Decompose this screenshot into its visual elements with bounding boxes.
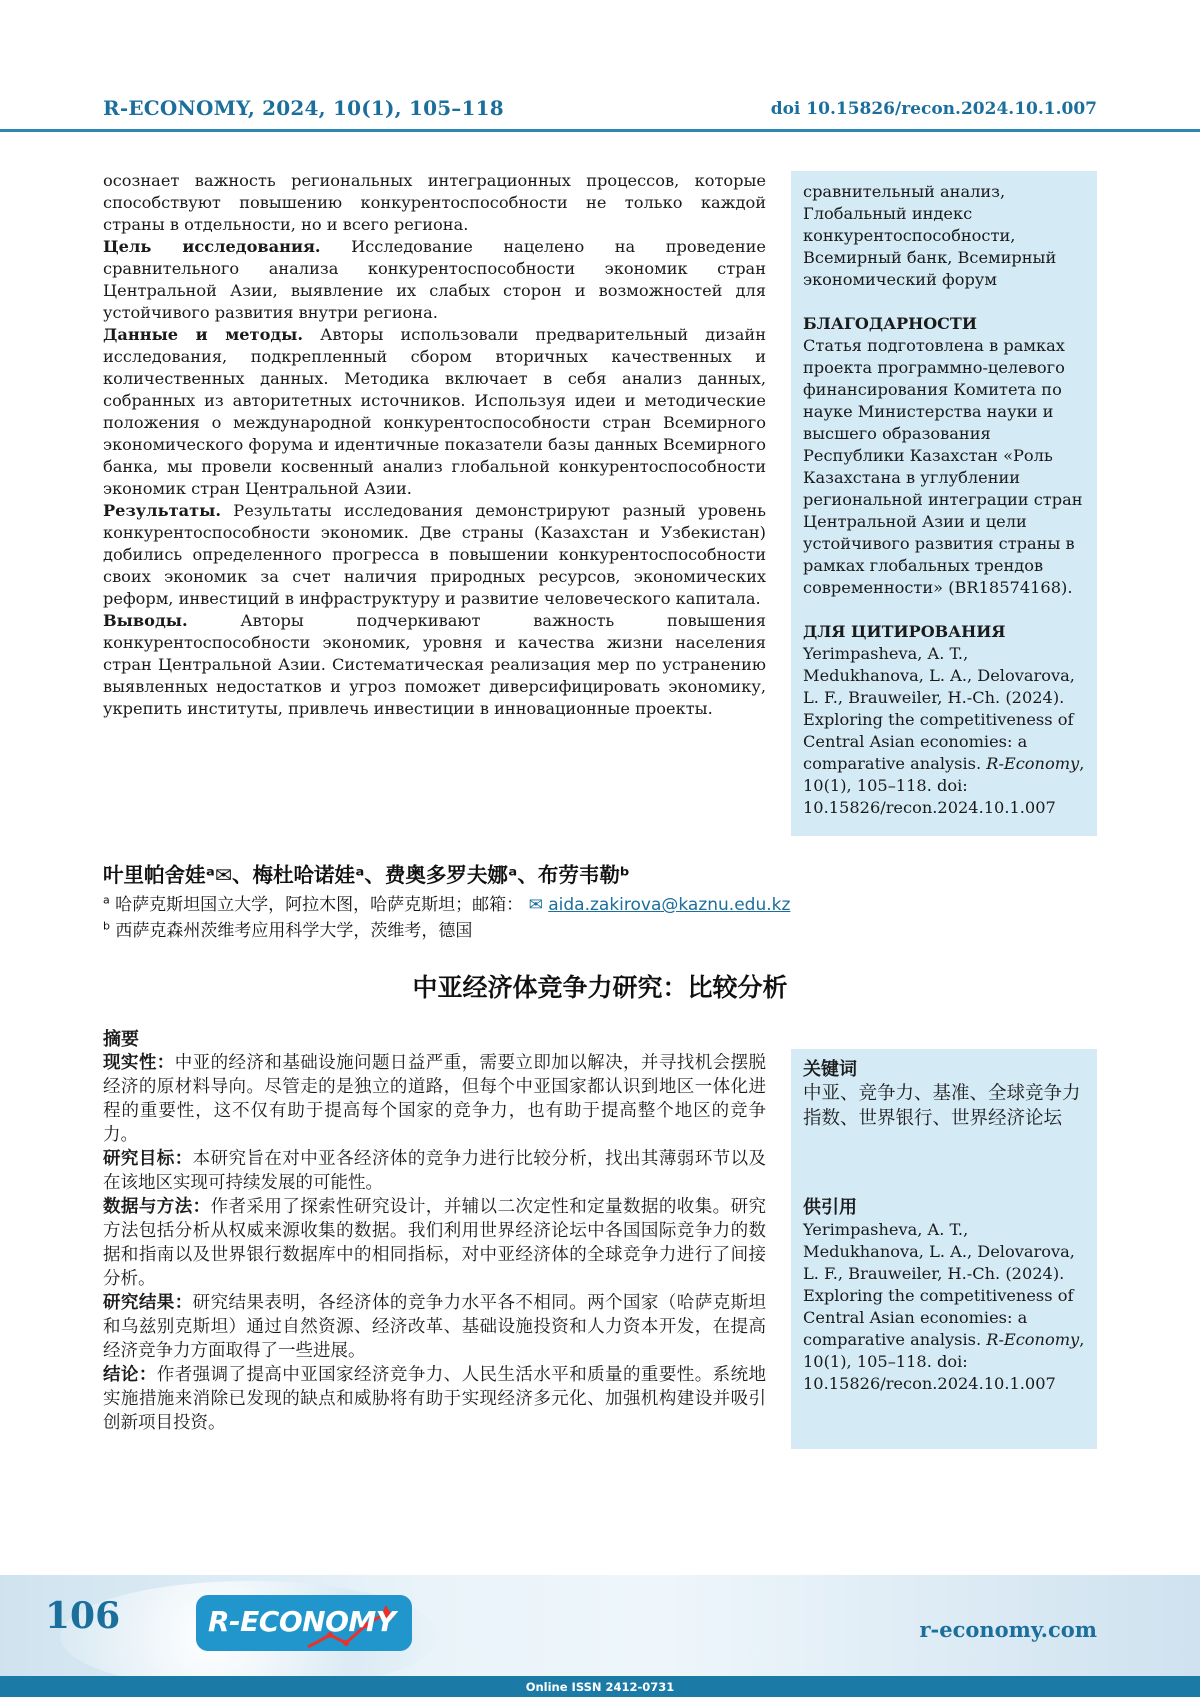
cn-aim: [103, 1147, 766, 1195]
logo-text: R-ECONOMY: [208, 1605, 396, 1638]
cn-citation: [803, 1219, 1085, 1395]
issn-text: Online ISSN 2412-0731: [526, 1680, 675, 1694]
author-email-link[interactable]: aida.zakirova@kaznu.edu.kz: [548, 895, 790, 915]
cn-article-title: 中亚经济体竞争力研究：比较分析: [0, 968, 1200, 1004]
ru-methods-text: Авторы использовали предварительный дизайн исследования, подкрепленный сбором вторичных качественных и количественных данных. Методика включает в себя анализ данных, собранных из авторитетных источников. Используя идеи и методические положения о международной конкурентоспособности стран Всемирного экономического форума и идентичные показатели базы данных Всемирного банка, мы провели косвенный анализ глобальной конкурентоспособности экономик стран Центральной Азии.: [103, 325, 766, 498]
aff-a-sup: a: [103, 893, 110, 906]
cn-conclusions-text: 作者强调了提高中亚国家经济竞争力、人民生活水平和质量的重要性。系统地实施措施来消除已发现的缺点和威胁将有助于实现经济多元化、加强机构建设并吸引创新项目投资。: [103, 1365, 766, 1433]
issn-bar: [0, 1676, 1200, 1697]
cn-results-label: 研究结果：: [103, 1293, 193, 1313]
aff-b-sup: b: [103, 919, 110, 932]
cn-results-text: 研究结果表明，各经济体的竞争力水平各不相同。两个国家（哈萨克斯坦和乌兹别克斯坦）通过自然资源、经济改革、基础设施投资和人力资本开发，在提高经济竞争力方面取得了一些进展。: [103, 1293, 766, 1361]
cn-relevance: [103, 1051, 766, 1147]
ru-aim: [103, 236, 766, 324]
site-link[interactable]: r-economy.com: [919, 1617, 1097, 1642]
cn-keywords: 中亚、竞争力、基准、全球竞争力指数、世界银行、世界经济论坛: [803, 1081, 1085, 1131]
cn-keywords-heading: 关键词: [803, 1059, 1085, 1081]
cn-methods-text: 作者采用了探索性研究设计，并辅以二次定性和定量数据的收集。研究方法包括分析从权威来源收集的数据。我们利用世界经济论坛中各国国际竞争力的数据和指南以及世界银行数据库中的相同指标，对中亚经济体的全球竞争力进行了间接分析。: [103, 1197, 766, 1289]
ru-aim-text: Исследование нацелено на проведение сравнительного анализа конкурентоспособности экономик стран Центральной Азии, выявление их слабых сторон и возможностей для устойчивого развития внутри региона.: [103, 237, 766, 322]
cn-conclusions: [103, 1363, 766, 1435]
ru-cite-heading: ДЛЯ ЦИТИРОВАНИЯ: [803, 621, 1085, 643]
ru-conclusions-label: Выводы.: [103, 611, 188, 630]
ru-conclusions: [103, 610, 766, 720]
cn-conclusions-label: 结论：: [103, 1365, 157, 1385]
cn-abstract-heading: 摘要: [103, 1025, 139, 1051]
ru-aim-label: Цель исследования.: [103, 237, 321, 256]
cn-cite-post: , 10(1), 105–118. doi: 10.15826/recon.2024.10.1.007: [803, 1330, 1084, 1393]
ru-citation: [803, 643, 1085, 819]
ru-ack-text: Статья подготовлена в рамках проекта программно-целевого финансирования Комитета по науке Министерства науки и высшего образования Республики Казахстан «Роль Казахстана в углублении региональной интеграции стран Центральной Азии и цели устойчивого развития страны в рамках глобальных трендов современности» (BR18574168).: [803, 335, 1085, 599]
ru-cite-post: , 10(1), 105–118. doi: 10.15826/recon.2024.10.1.007: [803, 754, 1084, 817]
affiliation-a: [103, 890, 790, 915]
ru-results-text: Результаты исследования демонстрируют разный уровень конкурентоспособности экономик. Две страны (Казахстан и Узбекистан) добились определенного прогресса в повышении конкурентоспособности своих экономик за счет наличия природных ресурсов, экономических реформ, инвестиций в инфраструктуру и развитие человеческого капитала.: [103, 501, 766, 608]
page-number: 106: [45, 1595, 120, 1637]
cn-relevance-label: 现实性：: [103, 1053, 175, 1073]
journal-logo[interactable]: [196, 1595, 412, 1651]
cn-results: [103, 1291, 766, 1363]
ru-results: [103, 500, 766, 610]
envelope-icon: ✉: [529, 895, 543, 915]
ru-methods: [103, 324, 766, 500]
cn-methods-label: 数据与方法：: [103, 1197, 211, 1217]
ru-cite-pre: Yerimpasheva, A. T., Medukhanova, L. A., Delovarova, L. F., Brauweiler, H.-Ch. (2024). Exploring the competitiveness of Central Asian economies: a comparative analysis.: [803, 644, 1075, 773]
ru-keywords: сравнительный анализ, Глобальный индекс конкурентоспособности, Всемирный банк, Всемирный экономический форум: [803, 181, 1085, 291]
header-rule: [0, 129, 1200, 132]
ru-cite-journal: R-Economy: [986, 754, 1079, 773]
cn-aim-text: 本研究旨在对中亚各经济体的竞争力进行比较分析，找出其薄弱环节以及在该地区实现可持续发展的可能性。: [103, 1149, 766, 1193]
ru-abstract: [103, 170, 766, 720]
ru-conclusions-text: Авторы подчеркивают важность повышения конкурентоспособности экономик, уровня и качества жизни населения стран Центральной Азии. Систематическая реализация мер по устранению выявленных недостатков и угроз поможет диверсифицировать экономику, укрепить институты, привлечь инвестиции в инновационные проекты.: [103, 611, 766, 718]
cn-methods: [103, 1195, 766, 1291]
ru-results-label: Результаты.: [103, 501, 221, 520]
cn-cite-pre: Yerimpasheva, A. T., Medukhanova, L. A., Delovarova, L. F., Brauweiler, H.-Ch. (2024). Exploring the competitiveness of Central Asian economies: a comparative analysis.: [803, 1220, 1075, 1349]
affiliation-b: [103, 916, 472, 941]
cn-cite-journal: R-Economy: [986, 1330, 1079, 1349]
ru-sidebar: [791, 171, 1097, 836]
page-header: [0, 0, 1200, 132]
page-footer: [0, 1575, 1200, 1697]
aff-a-text: 哈萨克斯坦国立大学，阿拉木图，哈萨克斯坦；邮箱：: [115, 895, 523, 915]
doi-header: doi 10.15826/recon.2024.10.1.007: [771, 99, 1097, 119]
cn-sidebar: [791, 1049, 1097, 1449]
cn-abstract: [103, 1051, 766, 1435]
ru-methods-label: Данные и методы.: [103, 325, 303, 344]
cn-aim-label: 研究目标：: [103, 1149, 193, 1169]
ru-ack-heading: БЛАГОДАРНОСТИ: [803, 313, 1085, 335]
aff-b-text: 西萨克森州茨维考应用科学大学，茨维考，德国: [115, 921, 472, 941]
ru-intro: осознает важность региональных интеграционных процессов, которые способствуют повышению конкурентоспособности не только каждой страны в отдельности, но и всего региона.: [103, 170, 766, 236]
cn-relevance-text: 中亚的经济和基础设施问题日益严重，需要立即加以解决，并寻找机会摆脱经济的原材料导向。尽管走的是独立的道路，但每个中亚国家都认识到地区一体化进程的重要性，这不仅有助于提高每个国家的竞争力，也有助于提高整个地区的竞争力。: [103, 1053, 766, 1145]
journal-citation: R-ECONOMY, 2024, 10(1), 105–118: [103, 96, 504, 120]
cn-cite-heading: 供引用: [803, 1197, 1085, 1219]
authors: 叶里帕舍娃ᵃ✉、梅杜哈诺娃ᵃ、费奥多罗夫娜ᵃ、布劳韦勒ᵇ: [103, 858, 630, 888]
